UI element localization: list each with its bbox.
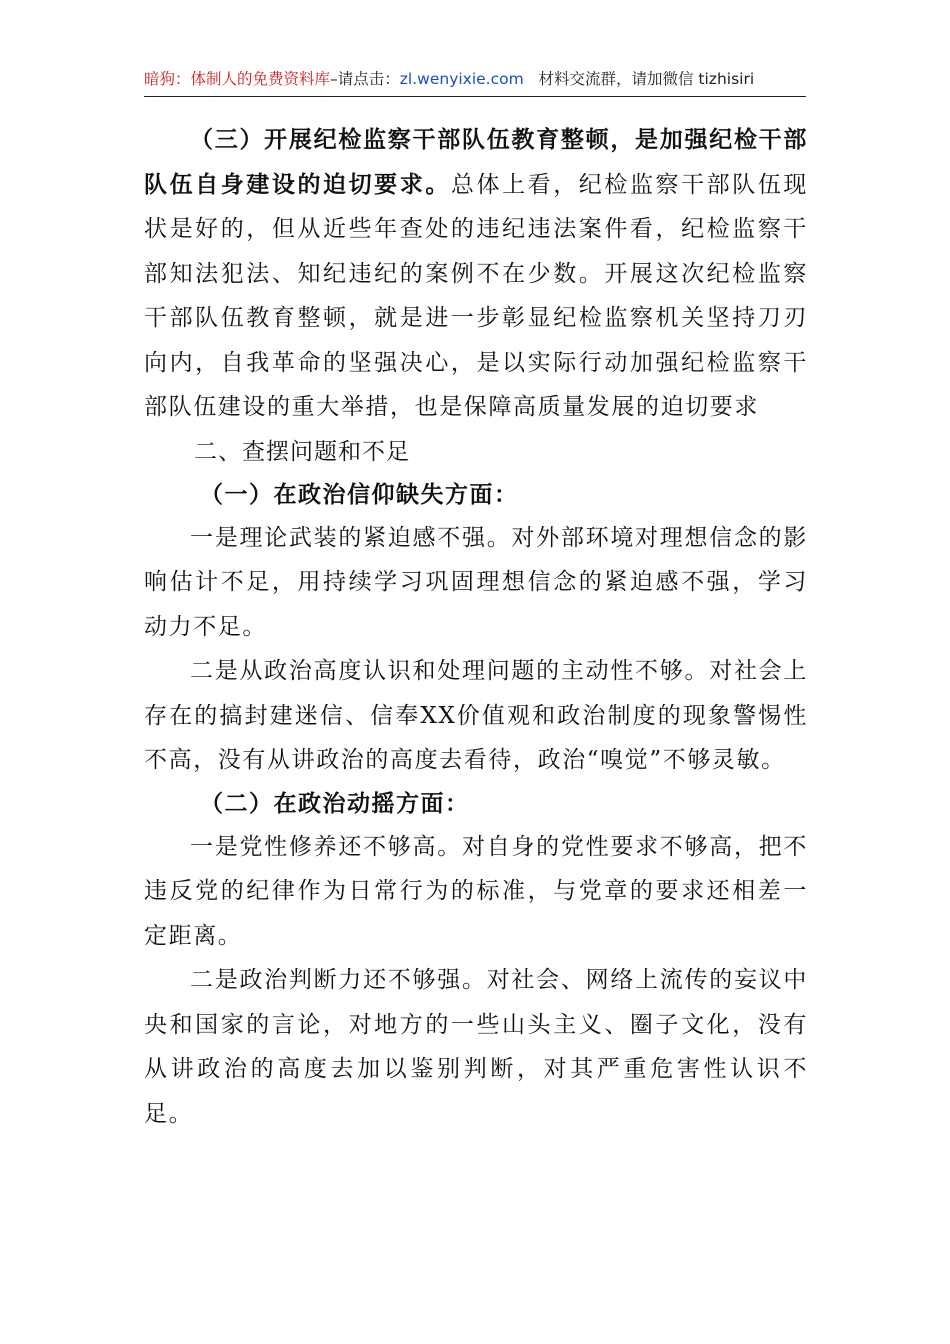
header-brand: 暗狗：体制人的免费资料库	[144, 70, 331, 88]
sub1-item-1: 一是理论武装的紧迫感不强。对外部环境对理想信念的影响估计不足，用持续学习巩固理想信念的紧迫感不强，学习动力不足。	[144, 524, 808, 640]
sub2-title: （二）在政治动摇方面：	[200, 789, 470, 817]
sub1-item-2: 二是从政治高度认识和处理问题的主动性不够。对社会上存在的搞封建迷信、信奉XX价值观和政治制度的现象警惕性不高，没有从讲政治的高度去看待，政治“嗅觉”不够灵敏。	[144, 658, 808, 773]
sub1-title: （一）在政治信仰缺失方面：	[200, 480, 519, 508]
section3-body: 总体上看，纪检监察干部队伍现状是好的，但从近些年查处的违纪违法案件看，纪检监察干部知法犯法、知纪违纪的案例不在少数。开展这次纪检监察干部队伍教育整顿，就是进一步彰显纪检监察机关坚持刀刃向内，自我革命的坚强决心，是以实际行动加强纪检监察干部队伍建设的重大举措，也是保障高质量发展的迫切要求	[144, 171, 809, 420]
header-link-prefix: –请点击：	[330, 70, 400, 88]
header-link[interactable]: zl.wenyixie.com	[399, 70, 524, 88]
page-header	[144, 66, 806, 97]
header-contact: 材料交流群，请加微信 tizhisiri	[538, 70, 755, 88]
document-body	[144, 118, 808, 1136]
part2-heading: 二、查摆问题和不足	[194, 438, 410, 465]
sub2-item-1: 一是党性修养还不够高。对自身的党性要求不够高，把不违反党的纪律作为日常行为的标准，与党章的要求还相差一定距离。	[144, 833, 808, 949]
sub2-item-2: 二是政治判断力还不够强。对社会、网络上流传的妄议中央和国家的言论，对地方的一些山头主义、圈子文化，没有从讲政治的高度去加以鉴别判断，对其严重危害性认识不足。	[144, 967, 808, 1127]
section3-lead: （三）开展纪检监察干部队伍教育整顿，是加强纪检干部队伍自身建设的迫切要求。	[144, 126, 808, 198]
section3-paragraph	[144, 118, 808, 430]
